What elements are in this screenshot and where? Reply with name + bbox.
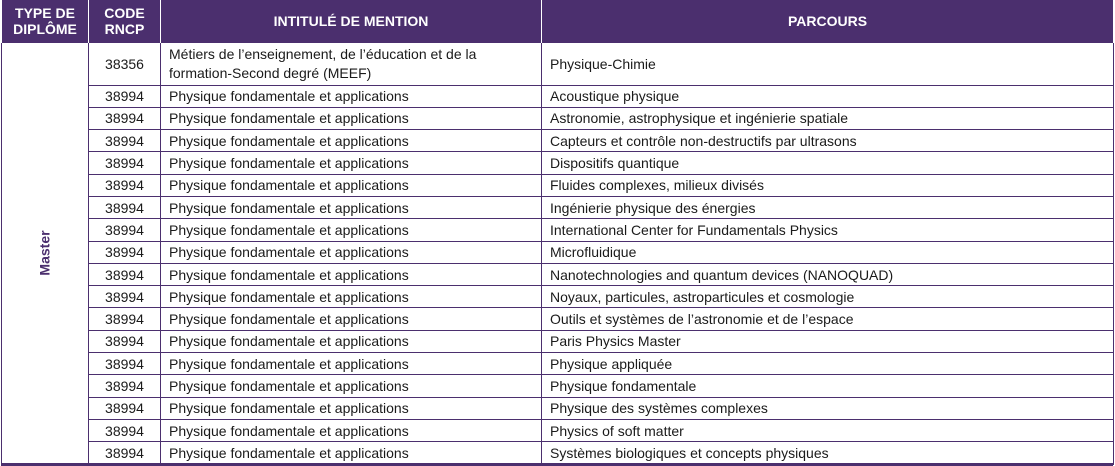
parcours-cell: Capteurs et contrôle non-destructifs par ultrasons xyxy=(542,130,1114,152)
table-row xyxy=(2,375,1114,397)
parcours-cell: Physique appliquée xyxy=(542,353,1114,375)
parcours-cell: Ingénierie physique des énergies xyxy=(542,196,1114,218)
code-rncp-cell: 38994 xyxy=(89,263,161,285)
mention-cell: Physique fondamentale et applications xyxy=(161,85,542,107)
mention-cell: Physique fondamentale et applications xyxy=(161,442,542,464)
table-row xyxy=(2,42,1114,85)
header-intitule-mention: INTITULÉ DE MENTION xyxy=(161,0,542,42)
code-rncp-cell: 38994 xyxy=(89,130,161,152)
parcours-cell: Physique des systèmes complexes xyxy=(542,397,1114,419)
code-rncp-cell: 38356 xyxy=(89,42,161,85)
mention-cell: Physique fondamentale et applications xyxy=(161,219,542,241)
code-rncp-cell: 38994 xyxy=(89,375,161,397)
parcours-cell: Nanotechnologies and quantum devices (NANOQUAD) xyxy=(542,263,1114,285)
parcours-cell: Physique fondamentale xyxy=(542,375,1114,397)
mention-cell: Physique fondamentale et applications xyxy=(161,397,542,419)
code-rncp-cell: 38994 xyxy=(89,85,161,107)
mention-cell: Physique fondamentale et applications xyxy=(161,353,542,375)
parcours-cell: Outils et systèmes de l’astronomie et de l’espace xyxy=(542,308,1114,330)
header-parcours: PARCOURS xyxy=(542,0,1114,42)
mention-cell: Physique fondamentale et applications xyxy=(161,130,542,152)
type-diplome-label: Master xyxy=(36,230,53,276)
mention-cell: Physique fondamentale et applications xyxy=(161,308,542,330)
header-type-diplome: TYPE DE DIPLÔME xyxy=(2,0,89,42)
code-rncp-cell: 38994 xyxy=(89,241,161,263)
table-row xyxy=(2,263,1114,285)
table-row xyxy=(2,174,1114,196)
code-rncp-cell: 38994 xyxy=(89,174,161,196)
mention-cell: Physique fondamentale et applications xyxy=(161,107,542,129)
mention-cell: Métiers de l’enseignement, de l’éducation et de la formation-Second degré (MEEF) xyxy=(161,42,542,85)
parcours-cell: Noyaux, particules, astroparticules et cosmologie xyxy=(542,286,1114,308)
mention-cell: Physique fondamentale et applications xyxy=(161,241,542,263)
code-rncp-cell: 38994 xyxy=(89,196,161,218)
mention-cell: Physique fondamentale et applications xyxy=(161,196,542,218)
programs-table xyxy=(1,0,1114,465)
parcours-cell: Systèmes biologiques et concepts physiques xyxy=(542,442,1114,464)
code-rncp-cell: 38994 xyxy=(89,308,161,330)
type-diplome-cell xyxy=(2,42,89,464)
code-rncp-cell: 38994 xyxy=(89,353,161,375)
code-rncp-cell: 38994 xyxy=(89,330,161,352)
table-row xyxy=(2,397,1114,419)
mention-cell: Physique fondamentale et applications xyxy=(161,174,542,196)
parcours-cell: Fluides complexes, milieux divisés xyxy=(542,174,1114,196)
parcours-cell: Dispositifs quantique xyxy=(542,152,1114,174)
header-row xyxy=(2,0,1114,42)
code-rncp-cell: 38994 xyxy=(89,419,161,441)
code-rncp-cell: 38994 xyxy=(89,152,161,174)
table-row xyxy=(2,353,1114,375)
parcours-cell: Acoustique physique xyxy=(542,85,1114,107)
code-rncp-cell: 38994 xyxy=(89,442,161,464)
mention-cell: Physique fondamentale et applications xyxy=(161,152,542,174)
table-row xyxy=(2,85,1114,107)
table-row xyxy=(2,219,1114,241)
code-rncp-cell: 38994 xyxy=(89,397,161,419)
mention-cell: Physique fondamentale et applications xyxy=(161,330,542,352)
parcours-cell: Physique-Chimie xyxy=(542,42,1114,85)
header-code-rncp: CODE RNCP xyxy=(89,0,161,42)
table-body xyxy=(2,42,1114,464)
table-row xyxy=(2,419,1114,441)
table-row xyxy=(2,152,1114,174)
code-rncp-cell: 38994 xyxy=(89,219,161,241)
mention-cell: Physique fondamentale et applications xyxy=(161,286,542,308)
parcours-cell: Physics of soft matter xyxy=(542,419,1114,441)
table-row xyxy=(2,286,1114,308)
mention-cell: Physique fondamentale et applications xyxy=(161,375,542,397)
table-row xyxy=(2,330,1114,352)
parcours-cell: Paris Physics Master xyxy=(542,330,1114,352)
table-row xyxy=(2,196,1114,218)
code-rncp-cell: 38994 xyxy=(89,286,161,308)
parcours-cell: Astronomie, astrophysique et ingénierie spatiale xyxy=(542,107,1114,129)
mention-cell: Physique fondamentale et applications xyxy=(161,263,542,285)
code-rncp-cell: 38994 xyxy=(89,107,161,129)
table-row xyxy=(2,442,1114,464)
parcours-cell: Microfluidique xyxy=(542,241,1114,263)
mention-cell: Physique fondamentale et applications xyxy=(161,419,542,441)
table-row xyxy=(2,308,1114,330)
table-row xyxy=(2,130,1114,152)
table-row xyxy=(2,107,1114,129)
table-row xyxy=(2,241,1114,263)
parcours-cell: International Center for Fundamentals Physics xyxy=(542,219,1114,241)
